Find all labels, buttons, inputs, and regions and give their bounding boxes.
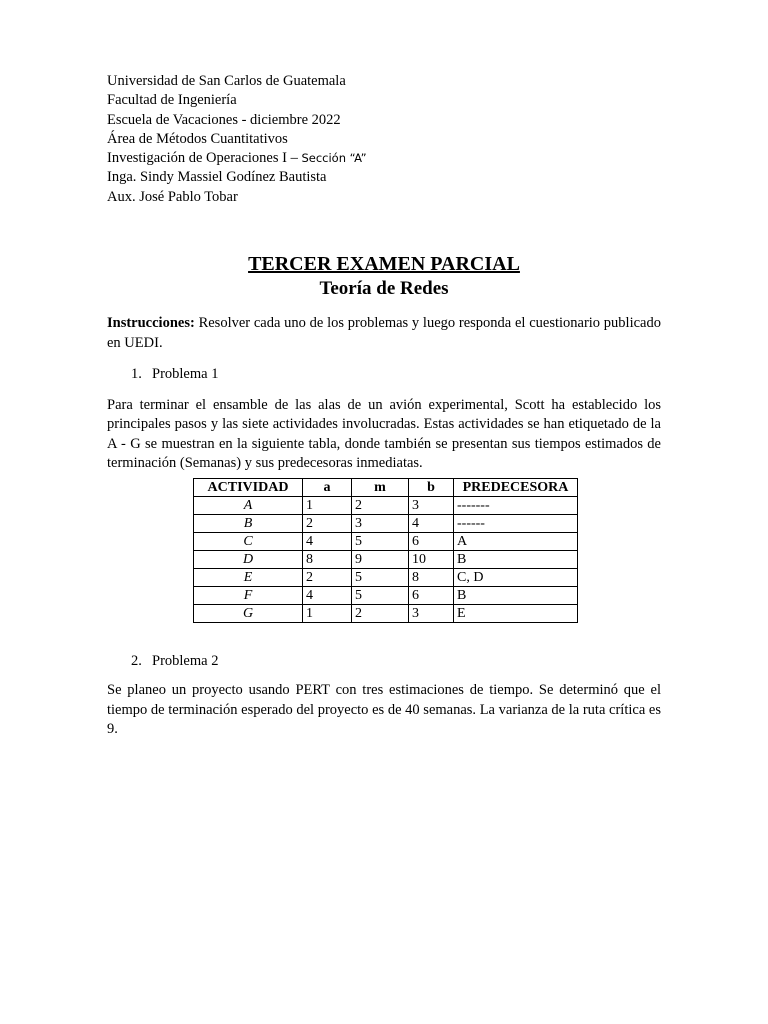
instructions-text: Resolver cada uno de los problemas y luego responda el cuestionario publicado en UEDI.	[107, 315, 661, 351]
activities-table	[193, 478, 578, 623]
table-row	[194, 586, 578, 604]
activity-name: B	[194, 514, 303, 532]
time-a: 1	[303, 496, 352, 514]
exam-subtitle: Teoría de Redes	[319, 278, 449, 300]
table-row	[194, 550, 578, 568]
predecessor: -------	[454, 496, 578, 514]
time-a: 8	[303, 550, 352, 568]
time-b: 4	[409, 514, 454, 532]
problem-2-heading	[107, 652, 661, 672]
activity-name: C	[194, 532, 303, 550]
predecessor: ------	[454, 514, 578, 532]
instructions-paragraph	[107, 314, 661, 353]
course-line	[107, 149, 661, 168]
table-row	[194, 496, 578, 514]
professor-line: Inga. Sindy Massiel Godínez Bautista	[107, 169, 327, 186]
table-row	[194, 604, 578, 622]
problem-1-heading	[107, 365, 661, 385]
activity-name: A	[194, 496, 303, 514]
time-b: 3	[409, 496, 454, 514]
problem-2-title: Problema 2	[152, 652, 219, 669]
problem-2-number: 2.	[131, 652, 142, 669]
table-row	[194, 532, 578, 550]
time-a: 4	[303, 532, 352, 550]
activity-name: F	[194, 586, 303, 604]
time-b: 3	[409, 604, 454, 622]
time-b: 6	[409, 586, 454, 604]
time-m: 5	[352, 568, 409, 586]
time-m: 5	[352, 532, 409, 550]
problem-1-text: Para terminar el ensamble de las alas de un avión experimental, Scott ha establecido los principales pasos y las siete actividades involucradas. Estas actividades se han etiquetado de la A - G se muestran en la siguiente tabla, donde también se presentan sus tiempos estimados de terminación (Semanas) y sus predecesoras inmediatas.	[107, 396, 661, 472]
university-line: Universidad de San Carlos de Guatemala	[107, 73, 346, 89]
predecessor: B	[454, 550, 578, 568]
document-page	[107, 72, 661, 740]
time-m: 2	[352, 496, 409, 514]
header-predecesora: PREDECESORA	[454, 478, 578, 496]
time-b: 6	[409, 532, 454, 550]
time-m: 5	[352, 586, 409, 604]
activity-name: E	[194, 568, 303, 586]
predecessor: E	[454, 604, 578, 622]
time-m: 3	[352, 514, 409, 532]
problem-1-number: 1.	[131, 366, 142, 383]
faculty-line: Facultad de Ingeniería	[107, 92, 237, 109]
time-m: 2	[352, 604, 409, 622]
header-b: b	[409, 478, 454, 496]
time-a: 4	[303, 586, 352, 604]
section-label: Sección “A”	[301, 151, 367, 166]
assistant-line: Aux. José Pablo Tobar	[107, 188, 238, 205]
activity-name: D	[194, 550, 303, 568]
table-row	[194, 568, 578, 586]
time-a: 2	[303, 568, 352, 586]
predecessor: B	[454, 586, 578, 604]
header-m: m	[352, 478, 409, 496]
problem-1-title: Problema 1	[152, 366, 219, 383]
time-m: 9	[352, 550, 409, 568]
exam-title: TERCER EXAMEN PARCIAL	[248, 253, 520, 276]
time-a: 1	[303, 604, 352, 622]
predecessor: A	[454, 532, 578, 550]
time-a: 2	[303, 514, 352, 532]
activity-name: G	[194, 604, 303, 622]
school-line: Escuela de Vacaciones - diciembre 2022	[107, 111, 341, 128]
time-b: 10	[409, 550, 454, 568]
header-actividad: ACTIVIDAD	[194, 478, 303, 496]
table-row	[194, 514, 578, 532]
course-name: Investigación de Operaciones I –	[107, 150, 302, 167]
instructions-label: Instrucciones:	[107, 315, 195, 332]
area-line: Área de Métodos Cuantitativos	[107, 130, 288, 147]
table-header-row	[194, 478, 578, 496]
time-b: 8	[409, 568, 454, 586]
header-a: a	[303, 478, 352, 496]
predecessor: C, D	[454, 568, 578, 586]
problem-2-text: Se planeo un proyecto usando PERT con tres estimaciones de tiempo. Se determinó que el tiempo de terminación esperado del proyecto es de 40 semanas. La varianza de la ruta crítica es 9.	[107, 682, 661, 738]
header-block	[107, 72, 661, 207]
